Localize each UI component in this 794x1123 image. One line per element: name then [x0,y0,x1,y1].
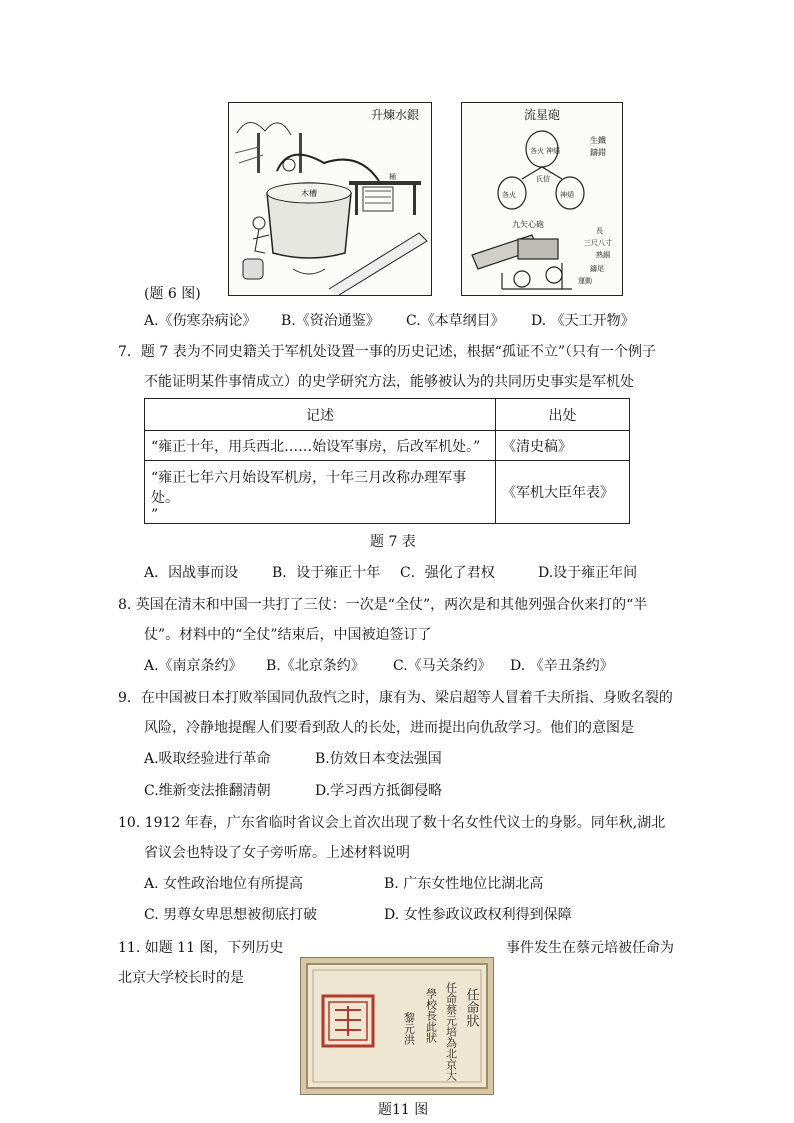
q10-stem-line2: 省议会也特设了女子旁听席。上述材料说明 [144,845,410,861]
q8-option-a[interactable]: A.《南京条约》 [144,658,243,674]
q9-option-a[interactable]: A.吸取经验进行革命 [144,751,271,767]
q9-option-d[interactable]: D.学习西方抵御侵略 [315,783,443,799]
q8-option-d[interactable]: D. 《辛丑条约》 [510,658,614,674]
q10-option-d[interactable]: D. 女性参政议政权利得到保障 [384,907,572,923]
q7-table-row2-desc: “雍正七年六月始设军机房，十年三月改称办理军事处。 [151,470,467,506]
figure-6b-label-smoke-1: 神熖 [546,147,560,155]
q11-stem-left: 11. 如题 11 图，下列历史 [118,940,284,956]
q6-option-d[interactable]: D. 《天工开物》 [531,313,635,329]
figure-11-text-appoint: 任命蔡元培為北京大 [444,982,458,1081]
q10-option-b[interactable]: B. 广东女性地位比湖北高 [384,876,544,892]
figure-6b-note-tail: 鑄尾 [590,265,604,273]
q11-stem-right: 事件发生在蔡元培被任命为 [506,940,674,956]
q10-stem-line1: 10. 1912 年春，广东省临时省议会上首次出现了数十名女性代议士的身影。同年秋,湖北 [118,815,666,831]
figure-6b-note-move: 運動 [578,277,592,285]
figure-6a-mercury [228,102,432,296]
q9-stem-line2: 风险，冷静地提醒人们要看到敌人的长处，进而提出向仇敌学习。他们的意图是 [144,720,634,736]
q7-table-row2-source: 《军机大臣年表》 [496,461,630,524]
figure-6b-label-fire-2: 各火 [502,191,516,199]
figure-11-text-signer: 黎元洪 [402,1012,416,1045]
figure-11-caption: 题11 图 [378,1102,429,1118]
q7-table-row2-desc-tail: ” [151,507,159,523]
figure-6b-note-length: 三尺八寸 [584,239,612,247]
q8-option-c[interactable]: C.《马关条约》 [393,658,492,674]
q9-option-c[interactable]: C.维新变法推翻清朝 [144,783,271,799]
q11-stem-line2: 北京大学校长时的是 [118,970,244,986]
q8-stem-line1: 8. 英国在清末和中国一共打了三仗：一次是“全仗”，两次是和其他列强合伙来打的“半 [118,597,648,613]
figure-6b-note-copper: 熟銅 [596,251,610,259]
q8-option-b[interactable]: B.《北京条约》 [266,658,365,674]
q9-option-b[interactable]: B.仿效日本变法强国 [315,751,442,767]
figure-6b-title: 流星砲 [523,108,561,122]
figure-11-certificate [300,957,494,1095]
q7-table-row2-desc-cell [145,461,496,524]
q7-table-head-source: 出处 [496,399,630,431]
figure-6b-label-center: 氏信 [536,175,550,183]
q7-table-row1-source: 《清史稿》 [496,431,630,461]
q7-option-c[interactable]: C．强化了君权 [400,565,495,581]
q7-option-b[interactable]: B．设于雍正十年 [272,565,381,581]
q7-table-row1-desc: “雍正十年，用兵西北……始设军事房，后改军机处。” [145,431,496,461]
q10-option-a[interactable]: A. 女性政治地位有所提高 [144,876,304,892]
figure-6a-label-barrel: 桶 [389,173,396,181]
q7-stem-line1: 7．题 7 表为不同史籍关于军机处设置一事的历史记述，根据“孤证不立”（只有一个例子 [118,344,657,360]
q7-table-head-desc: 记述 [145,399,496,431]
figure-6b-label-fire-1: 各火 [530,147,544,155]
figure-6b-note-long: 長 [596,227,603,235]
q7-option-d[interactable]: D.设于雍正年间 [538,565,638,581]
figure-6-caption: (题 6 图) [144,286,201,302]
figure-6b-note-cast: 鑄錯 [590,148,606,157]
q7-table-caption: 题 7 表 [370,534,416,550]
figure-6b-note-name: 九矢心砲 [512,220,544,229]
q7-option-a[interactable]: A．因战事而设 [144,565,239,581]
q6-option-b[interactable]: B.《资治通鉴》 [281,313,380,329]
figure-6a-label-trough: 木槽 [301,189,317,198]
q7-stem-line2: 不能证明某件事情成立）的史学研究方法，能够被认为的共同历史事实是军机处 [144,374,634,390]
q10-option-c[interactable]: C. 男尊女卑思想被彻底打破 [144,907,318,923]
q6-option-a[interactable]: A.《伤寒杂病论》 [144,313,257,329]
figure-6b-note-iron: 生鐵 [590,136,606,145]
q9-stem-line1: 9．在中国被日本打败举国同仇敌忾之时，康有为、梁启超等人冒着千夫所指、身败名裂的 [118,690,673,706]
figure-6a-title: 升煉水銀 [370,108,419,122]
figure-11-text-president: 學校長此狀 [424,988,438,1043]
q8-stem-line2: 仗”。材料中的“全仗”结束后，中国被迫签订了 [144,627,432,643]
q7-table [144,398,630,524]
figure-6b-cannon [461,102,623,296]
figure-11-text-title: 任命狀 [463,988,479,1027]
q6-option-c[interactable]: C.《本草纲目》 [406,313,505,329]
figure-6b-label-smoke-2: 神熖 [560,191,574,199]
